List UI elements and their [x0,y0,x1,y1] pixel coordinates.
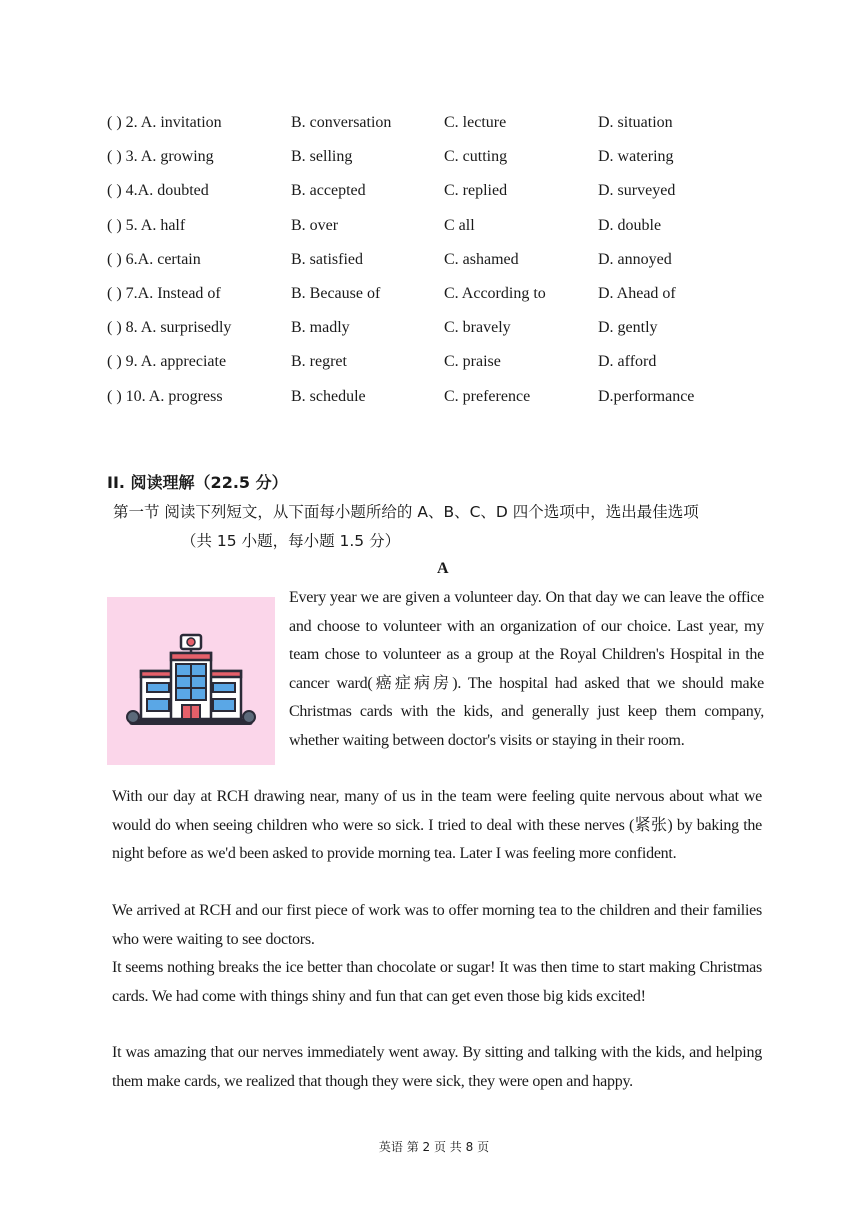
passage-label: A [437,560,449,577]
question-number-option-a: ( ) 4.A. doubted [107,182,209,200]
question-row [107,349,787,383]
option-b: B. schedule [291,387,366,405]
hospital-icon [107,597,275,765]
question-number-option-a: ( ) 3. A. growing [107,148,214,166]
passage-paragraph-4: It seems nothing breaks the ice better than chocolate or sugar! It was then time to start making Christmas cards. We had come with things shiny and fun that can get even those big kids excited! [112,959,762,1005]
question-row [107,110,787,144]
option-d: D. Ahead of [598,284,676,302]
question-row [107,247,787,281]
passage-paragraph-3: We arrived at RCH and our first piece of work was to offer morning tea to the children and their families who were waiting to see doctors. [112,902,762,948]
passage-paragraph-1: Every year we are given a volunteer day. On that day we can leave the office and choose to volunteer with an organization of our choice. Last year, my team chose to volunteer as a group at the Royal Children's Hospital in the cancer ward(癌症病房). The hospital had asked that we should make Christmas cards with the kids, and generally just keep them company, whether waiting between doctor's visits or staying in their room. [289,589,764,749]
option-d: D. situation [598,114,673,131]
option-c: C. replied [444,182,508,200]
option-b: B. over [291,216,339,234]
question-number-option-a: ( ) 7.A. Instead of [107,284,221,302]
section-instruction-scoring: （共 15 小题，每小题 1.5 分） [181,532,401,550]
option-c: C. preference [444,387,531,405]
option-b: B. satisfied [291,250,363,268]
option-d: D. double [598,216,662,234]
option-c: C all [444,216,475,234]
option-d: D. gently [598,319,658,337]
question-row [107,213,787,247]
question-row [107,178,787,212]
option-b: B. regret [291,353,347,371]
option-d: D. afford [598,353,657,371]
option-d: D. watering [598,148,674,166]
page-footer: 英语 第 2 页 共 8 页 [378,1140,490,1154]
section-instruction: 第一节 阅读下列短文，从下面每小题所给的 A、B、C、D 四个选项中，选出最佳选项 [113,503,699,521]
multiple-choice-list [107,110,787,418]
question-number-option-a: ( ) 6.A. certain [107,250,201,268]
passage-paragraph-2: With our day at RCH drawing near, many of us in the team were feeling quite nervous about what we would do when seeing children who were so sick. I tried to deal with these nerves (紧张) by baking the night before as we'd been asked to provide morning tea. Later I was feeling more confident. [112,788,762,863]
option-b: B. selling [291,148,353,166]
question-number-option-a: ( ) 8. A. surprisedly [107,319,232,337]
option-c: C. ashamed [444,250,519,268]
question-row [107,144,787,178]
passage-paragraph-5: It was amazing that our nerves immediately went away. By sitting and talking with the kids, and helping them make cards, we realized that though they were sick, they were open and happy. [112,1044,762,1090]
question-number-option-a: ( ) 2. A. invitation [107,114,222,131]
option-b: B. madly [291,319,350,337]
question-number-option-a: ( ) 5. A. half [107,216,186,234]
option-b: B. accepted [291,182,366,200]
question-number-option-a: ( ) 9. A. appreciate [107,353,227,371]
question-row [107,315,787,349]
hospital-illustration [107,597,275,765]
option-c: C. According to [444,284,546,302]
option-d: D. surveyed [598,182,676,200]
option-c: C. lecture [444,114,507,131]
option-d: D. annoyed [598,250,672,268]
option-c: C. cutting [444,148,508,166]
question-number-option-a: ( ) 10. A. progress [107,387,223,405]
option-b: B. conversation [291,114,392,131]
section-title: II. 阅读理解（22.5 分） [107,473,288,492]
option-c: C. praise [444,353,501,371]
option-d: D.performance [598,387,695,405]
option-b: B. Because of [291,284,381,302]
question-row [107,384,787,418]
question-row [107,281,787,315]
option-c: C. bravely [444,319,511,337]
